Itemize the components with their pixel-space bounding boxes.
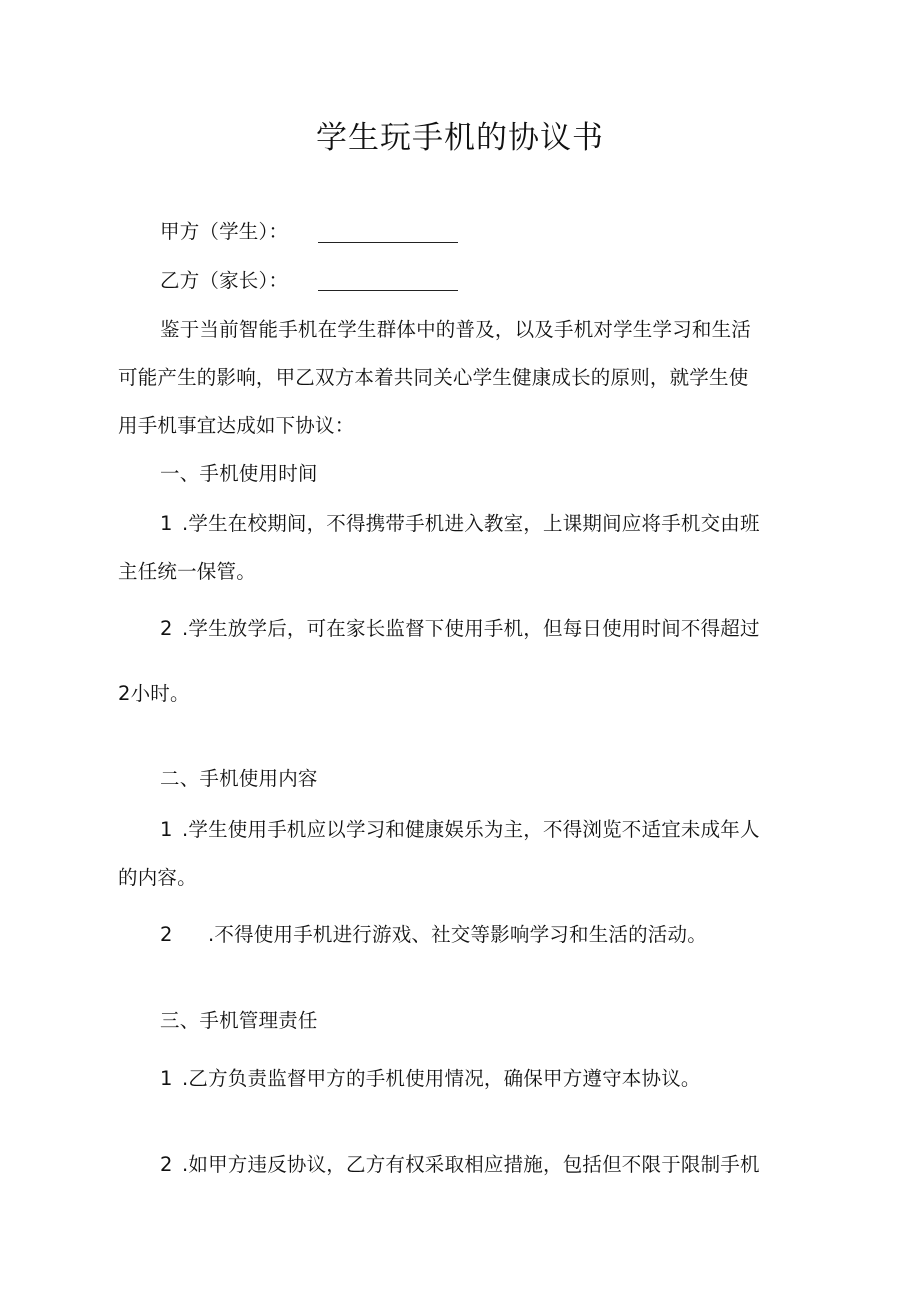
item-text: .如甲方违反协议，乙方有权采取相应措施，包括但不限于限制手机	[182, 1153, 760, 1176]
section-2-heading: 二、手机使用内容	[160, 767, 318, 790]
party-a-blank[interactable]	[318, 242, 458, 243]
intro-line-1: 鉴于当前智能手机在学生群体中的普及，以及手机对学生学习和生活	[160, 318, 752, 341]
section-1-item-1	[160, 511, 760, 537]
section-1-item-2	[160, 616, 760, 642]
section-2-item-1-cont: 的内容。	[118, 866, 197, 889]
section-1-heading: 一、手机使用时间	[160, 462, 318, 485]
section-1-item-1-cont: 主任统一保管。	[118, 560, 256, 583]
section-3-item-2	[160, 1152, 760, 1178]
item-number: 1	[160, 1067, 173, 1090]
intro-line-3: 用手机事宜达成如下协议：	[118, 414, 355, 437]
intro-line-2: 可能产生的影响，甲乙双方本着共同关心学生健康成长的原则，就学生使	[118, 366, 749, 389]
item-text: .学生使用手机应以学习和健康娱乐为主，不得浏览不适宜未成年人	[182, 818, 760, 841]
item-number: 1	[160, 818, 173, 841]
page-title: 学生玩手机的协议书	[316, 120, 604, 156]
item-text: .不得使用手机进行游戏、社交等影响学习和生活的活动。	[208, 923, 707, 946]
item-text: .学生在校期间，不得携带手机进入教室，上课期间应将手机交由班	[182, 512, 760, 535]
item-number: 2	[160, 617, 173, 640]
section-3-heading: 三、手机管理责任	[160, 1009, 318, 1032]
item-text: .乙方负责监督甲方的手机使用情况，确保甲方遵守本协议。	[182, 1067, 701, 1090]
party-b-blank[interactable]	[318, 290, 458, 291]
item-number: 1	[160, 512, 173, 535]
item-text: .学生放学后，可在家长监督下使用手机，但每日使用时间不得超过	[182, 617, 760, 640]
item-number: 2	[160, 923, 173, 946]
section-3-item-1	[160, 1066, 701, 1092]
section-1-item-2-cont: 2小时。	[118, 682, 190, 705]
section-2-item-1	[160, 817, 760, 843]
section-2-item-2	[160, 922, 707, 948]
party-a-label: 甲方（学生）：	[160, 220, 289, 243]
item-number: 2	[160, 1153, 173, 1176]
party-b-label: 乙方（家长）：	[160, 269, 289, 292]
